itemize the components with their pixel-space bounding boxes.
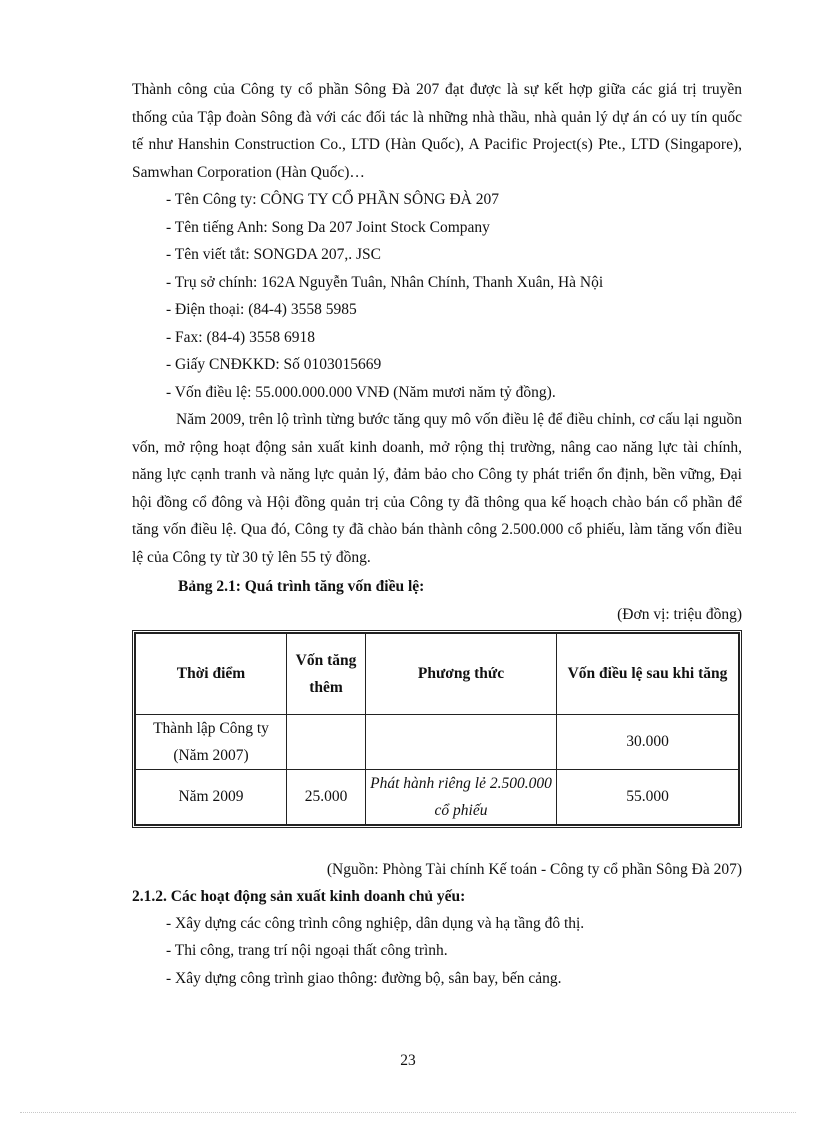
- company-info-item: - Điện thoại: (84-4) 3558 5985: [166, 301, 357, 318]
- table-unit: (Đơn vị: triệu đồng): [617, 605, 742, 623]
- table-cell: [287, 714, 366, 769]
- company-info-item: - Tên viết tắt: SONGDA 207,. JSC: [166, 246, 381, 263]
- company-info-item: - Fax: (84-4) 3558 6918: [166, 328, 315, 346]
- document-page: [132, 76, 742, 992]
- company-info-item: - Giấy CNĐKKD: Số 0103015669: [166, 356, 382, 373]
- page-number: 23: [400, 1052, 416, 1069]
- table-header-row: [136, 633, 739, 714]
- company-info-item: - Tên Công ty: CÔNG TY CỔ PHẦN SÔNG ĐÀ 207: [166, 191, 499, 208]
- table-caption: Bảng 2.1: Quá trình tăng vốn điều lệ:: [178, 578, 425, 595]
- company-info-item: - Tên tiếng Anh: Song Da 207 Joint Stock Company: [166, 218, 490, 236]
- section-heading: 2.1.2. Các hoạt động sản xuất kinh doanh chủ yếu:: [132, 887, 466, 905]
- activity-item: - Xây dựng các công trình công nghiệp, dân dụng và hạ tầng đô thị.: [166, 914, 585, 932]
- header-time: Thời điểm: [136, 633, 287, 714]
- capital-table-frame: [132, 630, 742, 828]
- activities-list: [132, 910, 742, 993]
- table-cell: 55.000: [557, 769, 739, 824]
- table-row: [136, 714, 739, 769]
- table-row: [136, 769, 739, 824]
- company-info-list: [132, 186, 742, 406]
- company-info-item: - Vốn điều lệ: 55.000.000.000 VNĐ (Năm mươi năm tỷ đồng).: [166, 383, 556, 401]
- page-bottom-divider: [20, 1112, 796, 1113]
- table-source: (Nguồn: Phòng Tài chính Kế toán - Công ty cổ phần Sông Đà 207): [326, 860, 742, 878]
- table-cell: [366, 714, 557, 769]
- header-added-capital: Vốn tăng thêm: [287, 633, 366, 714]
- capital-increase-paragraph: Năm 2009, trên lộ trình từng bước tăng quy mô vốn điều lệ để điều chỉnh, cơ cấu lại nguồn vốn, mở rộng hoạt động sản xuất kinh doanh, mở rộng thị trường, nâng cao năng lực tài chính, năng lực cạnh tranh và năng lực quản lý, đảm bảo cho Công ty phát triển ổn định, bền vững, Đại hội đồng cổ đông và Hội đồng quản trị của Công ty đã thông qua kế hoạch chào bán cổ phần để tăng vốn điều lệ. Qua đó, Công ty đã chào bán thành công 2.500.000 cổ phiếu, làm tăng vốn điều lệ của Công ty từ 30 tỷ lên 55 tỷ đồng.: [132, 411, 742, 566]
- intro-paragraph: Thành công của Công ty cổ phần Sông Đà 207 đạt được là sự kết hợp giữa các giá trị truyền thống của Tập đoàn Sông đà với các đối tác là những nhà thầu, nhà quản lý dự án có uy tín quốc tế như Hanshin Construction Co., LTD (Hàn Quốc), A Pacific Project(s) Pte., LTD (Singapore), Samwhan Corporation (Hàn Quốc)…: [132, 81, 742, 181]
- table-cell: Năm 2009: [136, 769, 287, 824]
- table-cell: Phát hành riêng lẻ 2.500.000 cổ phiếu: [366, 769, 557, 824]
- company-info-item: - Trụ sở chính: 162A Nguyễn Tuân, Nhân Chính, Thanh Xuân, Hà Nội: [166, 273, 604, 291]
- activity-item: - Xây dựng công trình giao thông: đường bộ, sân bay, bến cảng.: [166, 969, 562, 987]
- header-capital-after: Vốn điều lệ sau khi tăng: [557, 633, 739, 714]
- table-cell: 30.000: [557, 714, 739, 769]
- table-cell: Thành lập Công ty (Năm 2007): [136, 714, 287, 769]
- capital-table: [135, 633, 739, 825]
- table-cell: 25.000: [287, 769, 366, 824]
- header-method: Phương thức: [366, 633, 557, 714]
- activity-item: - Thi công, trang trí nội ngoại thất công trình.: [166, 942, 448, 959]
